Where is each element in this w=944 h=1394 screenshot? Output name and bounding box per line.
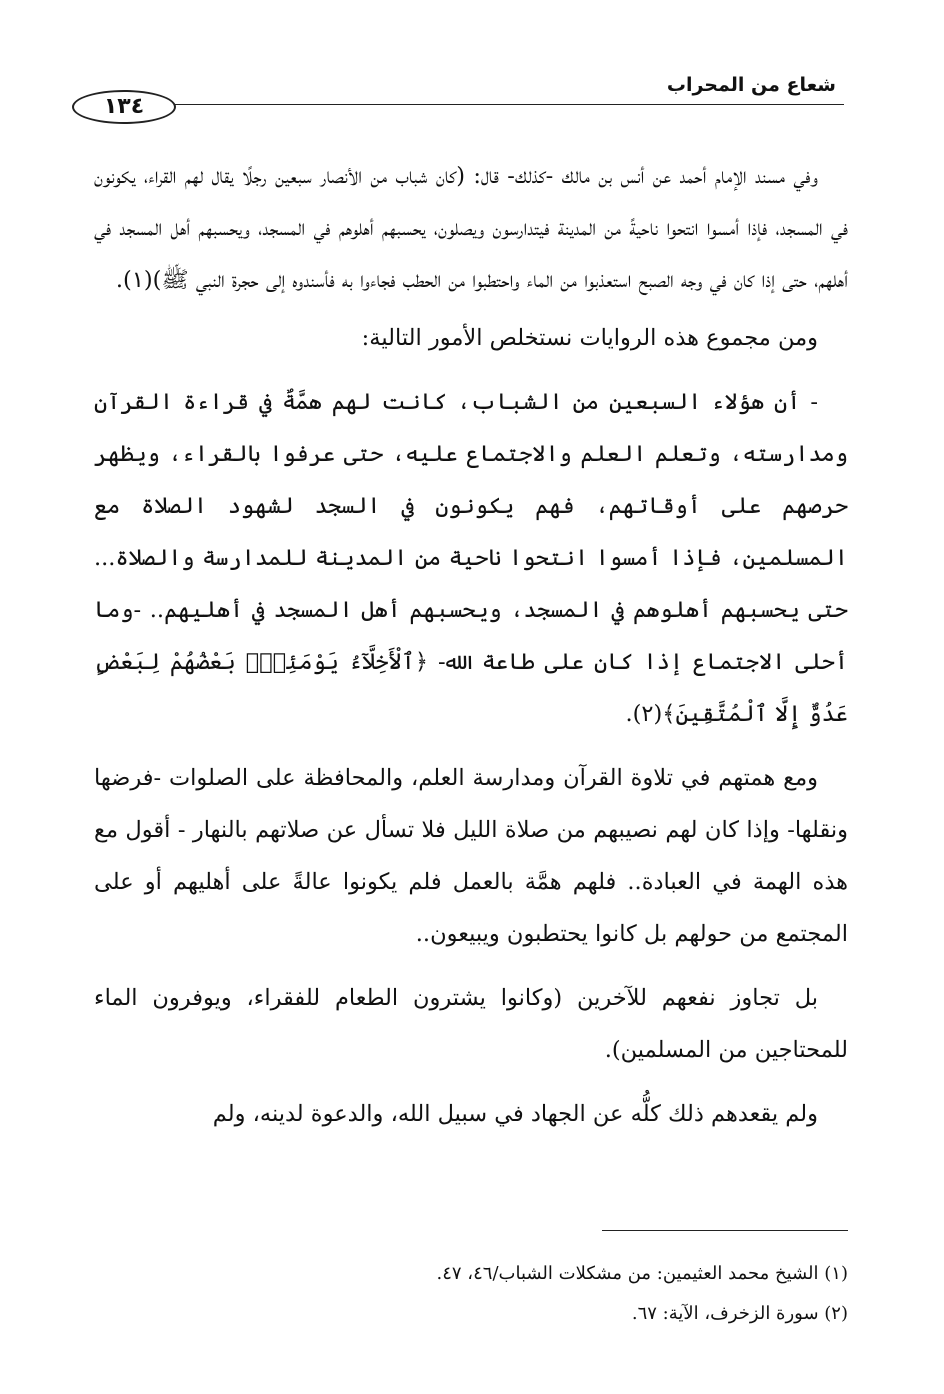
paragraph: ولم يقعدهم ذلك كلُّه عن الجهاد في سبيل الله، والدعوة لدينه، ولم xyxy=(212,1101,818,1127)
paragraph: ومن مجموع هذه الروايات نستخلص الأمور التالية: xyxy=(361,325,818,351)
body-text xyxy=(94,150,848,1146)
running-title: شعاع من المحراب xyxy=(666,74,836,96)
footnote-rule xyxy=(602,1230,848,1231)
header-rule xyxy=(96,104,844,105)
paragraph: وفي مسند الإمام أحمد عن أنس بن مالك -كذلك- قال: (كان شباب من الأنصار سبعين رجلًا يقال لهم القراء، يكونون في المسجد، فإذا أمسوا انتحوا ناحيةً من المدينة فيتدارسون ويصلون، يحسبهم أهلوهم في المسجد، ويحسبهم أهل المسجد في أهلهم، حتى إذا كان في وجه الصبح استعذبوا من الماء واحتطبوا من الحطب فجاءوا به فأسندوه إلى حجرة النبي ﷺ)(١). xyxy=(94,163,848,293)
paragraph: ومع همتهم في تلاوة القرآن ومدارسة العلم، والمحافظة على الصلوات -فرضها ونقلها- وإذا كان لهم نصيبهم من صلاة الليل فلا تسأل عن صلاتهم بالنهار - أقول مع هذه الهمة في العبادة.. فلهم همَّة بالعمل فلم يكونوا عالةً على أهليهم أو على المجتمع من حولهم بل كانوا يحتطبون ويبيعون.. xyxy=(94,765,848,947)
paragraph: - أن هؤلاء السبعين من الشباب، كانت لهم همَّةٌ في قراءة القرآن ومدارسته، وتعلم العلم والاجتماع عليه، حتى عرفوا بالقراء، ويظهر حرصهم على أوقاتهم، فهم يكونون في السجد لشهود الصلاة مع المسلمين، فإذا أمسوا انتحوا ناحية من المدينة للمدارسة والصلاة... حتى يحسبهم أهلوهم في المسجد، ويحسبهم أهل المسجد في أهليهم.. -وما أحلى الاجتماع إذا كان على طاعة الله- ﴿ٱلْأَخِلَّآءُ يَوْمَئِذٍۭ بَعْضُهُمْ لِبَعْضٍ عَدُوٌّ إِلَّا ٱلْمُتَّقِينَ﴾(٢). xyxy=(94,389,848,727)
page-number: ١٣٤ xyxy=(72,90,176,124)
footnote: (١) الشيخ محمد العثيمين: من مشكلات الشباب/٤٦، ٤٧. xyxy=(436,1263,848,1284)
footnotes xyxy=(94,1254,848,1334)
footnote: (٢) سورة الزخرف، الآية: ٦٧. xyxy=(631,1303,848,1324)
paragraph: بل تجاوز نفعهم للآخرين (وكانوا يشترون الطعام للفقراء، ويوفرون الماء للمحتاجين من المسلمين). xyxy=(94,985,848,1063)
